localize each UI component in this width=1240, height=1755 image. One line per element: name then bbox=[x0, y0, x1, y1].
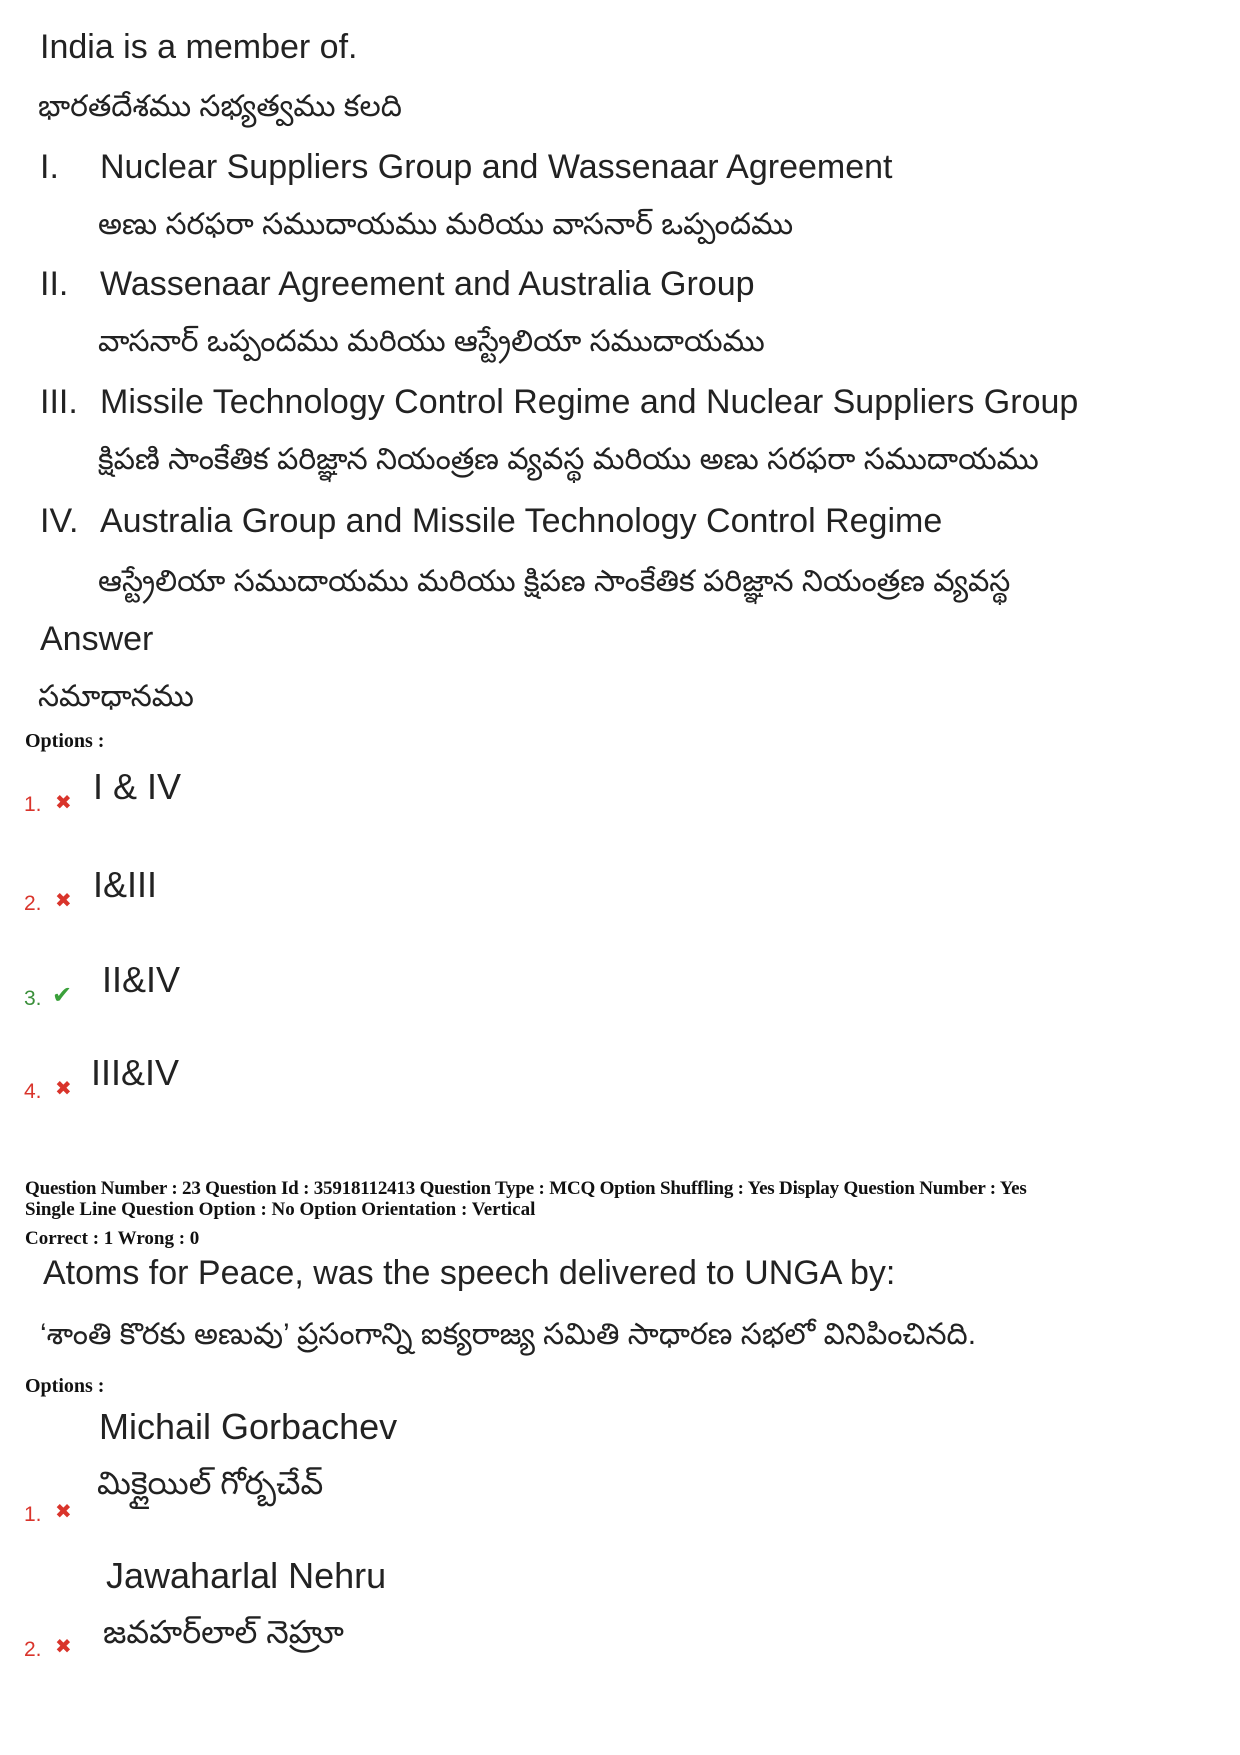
option-number: 1. bbox=[24, 793, 42, 816]
cross-icon: ✖ bbox=[55, 1501, 72, 1523]
cross-icon: ✖ bbox=[55, 890, 72, 912]
option-number: 1. bbox=[24, 1503, 42, 1526]
option-number: 4. bbox=[24, 1080, 42, 1103]
question-text-en: India is a member of. bbox=[40, 28, 358, 66]
statement-number: III. bbox=[40, 383, 78, 421]
marks-line: Correct : 1 Wrong : 0 bbox=[25, 1228, 200, 1249]
option-text: I&III bbox=[93, 864, 158, 905]
answer-label-te: సమాధానము bbox=[38, 680, 194, 713]
option-number: 2. bbox=[24, 1638, 42, 1661]
options-label: Options : bbox=[25, 1375, 105, 1397]
answer-label-en: Answer bbox=[40, 620, 154, 658]
option-text: III&IV bbox=[91, 1052, 180, 1093]
statement-text-en: Australia Group and Missile Technology Control Regime bbox=[100, 502, 943, 540]
option-text-te: జవహర్‌లాల్ నెహ్రూ bbox=[103, 1614, 344, 1650]
question-meta-line: Question Number : 23 Question Id : 35918112413 Question Type : MCQ Option Shuffling : Yes Display Question Number : Yes bbox=[25, 1178, 1027, 1199]
cross-icon: ✖ bbox=[55, 792, 72, 814]
question-text-te: ‘శాంతి కొరకు అణువు’ ప్రసంగాన్ని ఐక్యరాజ్య సమితి సాధారణ సభలో వినిపించినది. bbox=[40, 1318, 977, 1351]
option-text-en: Michail Gorbachev bbox=[99, 1406, 398, 1447]
option-text-en: Jawaharlal Nehru bbox=[106, 1555, 387, 1596]
statement-number: II. bbox=[40, 265, 69, 303]
option-text: I & IV bbox=[93, 766, 182, 807]
statement-text-en: Nuclear Suppliers Group and Wassenaar Agreement bbox=[100, 148, 893, 186]
question-text-en: Atoms for Peace, was the speech delivered to UNGA by: bbox=[43, 1254, 896, 1292]
option-number: 3. bbox=[24, 987, 42, 1010]
statement-number: I. bbox=[40, 148, 59, 186]
option-text-te: మిక్లైయిల్ గోర్బచేవ్ bbox=[97, 1465, 324, 1501]
check-icon: ✔ bbox=[52, 982, 73, 1009]
cross-icon: ✖ bbox=[55, 1636, 72, 1658]
statement-text-te: వాసనార్ ఒప్పందము మరియు ఆస్ట్రేలియా సముదాయము bbox=[98, 325, 765, 358]
options-label: Options : bbox=[25, 730, 105, 752]
option-number: 2. bbox=[24, 892, 42, 915]
statement-text-te: క్షిపణి సాంకేతిక పరిజ్ఞాన నియంత్రణ వ్యవస్థ మరియు అణు సరఫరా సముదాయము bbox=[98, 443, 1039, 476]
statement-text-te: అణు సరఫరా సముదాయము మరియు వాసనార్ ఒప్పందము bbox=[98, 208, 794, 241]
statement-text-te: ఆస్ట్రేలియా సముదాయము మరియు క్షిపణ సాంకేతిక పరిజ్ఞాన నియంత్రణ వ్యవస్థ bbox=[98, 565, 1011, 598]
option-text: II&IV bbox=[102, 959, 181, 1000]
statement-text-en: Missile Technology Control Regime and Nuclear Suppliers Group bbox=[100, 383, 1079, 421]
question-text-te: భారతదేశము సభ్యత్వము కలది bbox=[38, 90, 402, 123]
statement-text-en: Wassenaar Agreement and Australia Group bbox=[100, 265, 755, 303]
statement-number: IV. bbox=[40, 502, 79, 540]
cross-icon: ✖ bbox=[55, 1078, 72, 1100]
question-meta-line: Single Line Question Option : No Option Orientation : Vertical bbox=[25, 1199, 536, 1220]
